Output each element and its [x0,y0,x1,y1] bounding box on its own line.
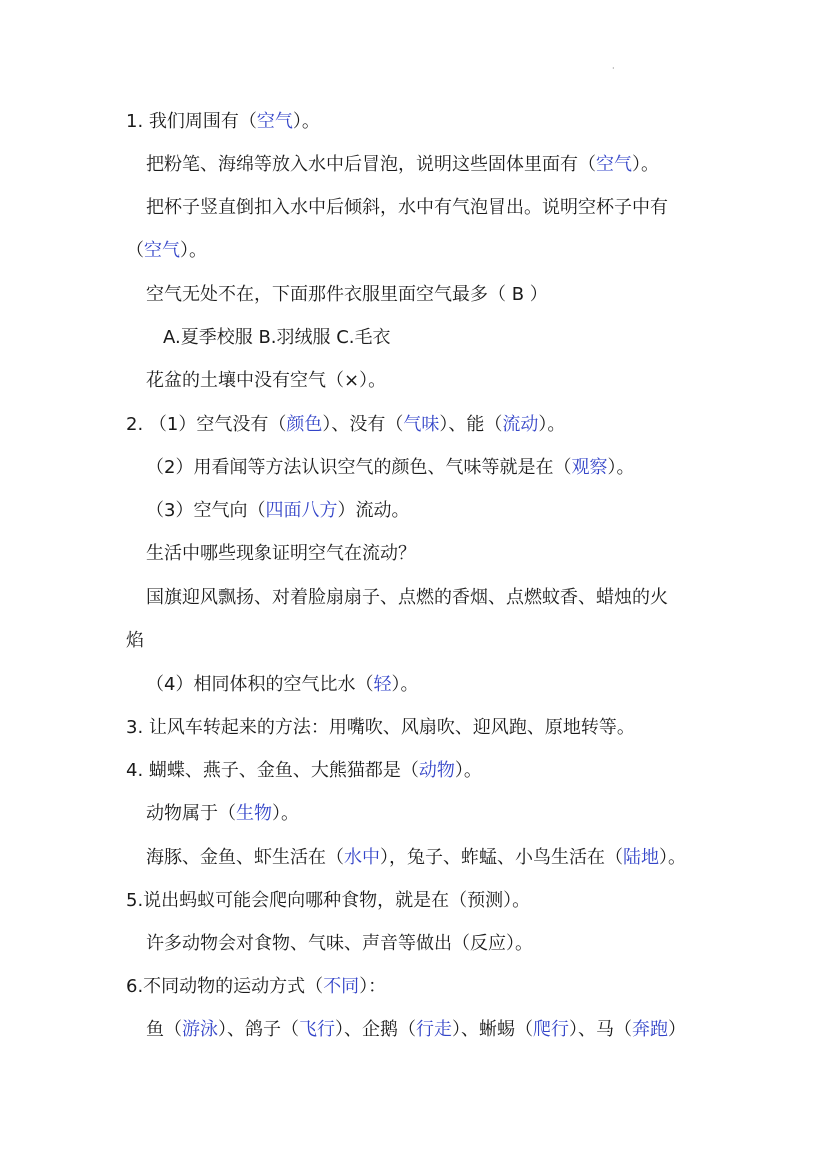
answer-text: 行走 [416,1019,452,1040]
line-text: 2. （1）空气没有（ [126,414,287,435]
line-6 [163,326,391,350]
line-text: 花盆的土壤中没有空气（×）。 [146,370,387,391]
line-text: ）流动。 [337,500,410,521]
line-1 [126,110,320,134]
answer-text: 流动 [502,414,539,435]
answer-text: 动物 [418,760,455,781]
answer-text: 空气 [596,154,632,175]
line-text: 许多动物会对食物、气味、声音等做出（反应）。 [146,933,533,954]
line-5 [146,283,548,307]
line-text: A.夏季校服 B.羽绒服 C.毛衣 [163,327,391,348]
line-text: 3. 让风车转起来的方法：用嘴吹、风扇吹、迎风跑、原地转等。 [126,717,635,738]
answer-text: 飞行 [299,1019,335,1040]
answer-text: 四面八方 [265,500,338,521]
line-text: （4）相同体积的空气比水（ [146,674,374,695]
line-text: ）。 [180,240,207,261]
line-12 [146,586,668,610]
line-text: （2）用看闻等方法认识空气的颜色、气味等就是在（ [146,457,572,478]
line-9 [146,456,634,480]
line-2 [146,153,659,177]
line-text: 焰 [126,630,144,651]
line-text: ），兔子、蚱蜢、小鸟生活在（ [380,847,623,868]
answer-text: 轻 [373,674,392,695]
answer-text: 游泳 [182,1019,218,1040]
line-text: ）。 [659,847,686,868]
line-text: 6.不同动物的运动方式（ [126,976,324,997]
line-20 [146,932,533,956]
line-text: ） [668,1019,686,1040]
answer-text: 观察 [571,457,608,478]
line-text: 4. 蝴蝶、燕子、金鱼、大熊猫都是（ [126,760,419,781]
answer-text: 水中 [344,847,380,868]
line-text: 1. 我们周围有（ [126,111,257,132]
answer-text: 生物 [236,803,272,824]
line-text: 海豚、金鱼、虾生活在（ [146,847,344,868]
line-text: ）。 [454,760,482,781]
line-text: ）、能（ [439,414,503,435]
line-3 [146,196,668,220]
line-7 [146,369,386,393]
line-19 [126,889,530,913]
line-14 [146,673,418,697]
line-13 [126,629,144,653]
line-text: 鱼（ [146,1019,182,1040]
line-text: 空气无处不在，下面那件衣服里面空气最多（ B ） [146,284,548,305]
line-text: 动物属于（ [146,803,236,824]
line-17 [146,802,299,826]
line-text: （ [126,240,144,261]
line-text: ）。 [632,154,659,175]
line-text: （3）空气向（ [146,500,266,521]
answer-text: 气味 [403,414,440,435]
line-11 [146,542,416,566]
line-text: ）、企鹅（ [335,1019,416,1040]
line-4 [126,239,207,263]
line-text: 生活中哪些现象证明空气在流动？ [146,543,416,564]
line-text: ）、马（ [569,1019,632,1040]
line-8 [126,413,565,437]
line-text: ）。 [538,414,566,435]
line-text: ）、鸽子（ [218,1019,299,1040]
line-22 [146,1018,686,1042]
line-text: ）。 [391,674,419,695]
line-text: ）： [359,976,387,997]
line-text: ）、没有（ [322,414,404,435]
line-text: 把粉笔、海绵等放入水中后冒泡，说明这些固体里面有（ [146,154,596,175]
line-text: ）。 [272,803,299,824]
answer-text: 颜色 [286,414,323,435]
line-text: ）。 [607,457,635,478]
answer-text: 空气 [144,240,180,261]
line-15 [126,716,635,740]
line-21 [126,975,386,999]
answer-text: 陆地 [623,847,659,868]
answer-text: 爬行 [533,1019,569,1040]
line-text: 5.说出蚂蚁可能会爬向哪种食物，就是在（预测）。 [126,890,531,911]
answer-text: 空气 [256,111,293,132]
answer-text: 奔跑 [632,1019,668,1040]
line-16 [126,759,482,783]
line-text: ）。 [292,111,320,132]
line-18 [146,846,686,870]
line-text: 国旗迎风飘扬、对着脸扇扇子、点燃的香烟、点燃蚊香、蜡烛的火 [146,587,668,608]
line-text: ）、蜥蜴（ [452,1019,533,1040]
page-mark: · [612,64,615,73]
line-10 [146,499,409,523]
line-text: 把杯子竖直倒扣入水中后倾斜，水中有气泡冒出。说明空杯子中有 [146,197,668,218]
answer-text: 不同 [323,976,360,997]
